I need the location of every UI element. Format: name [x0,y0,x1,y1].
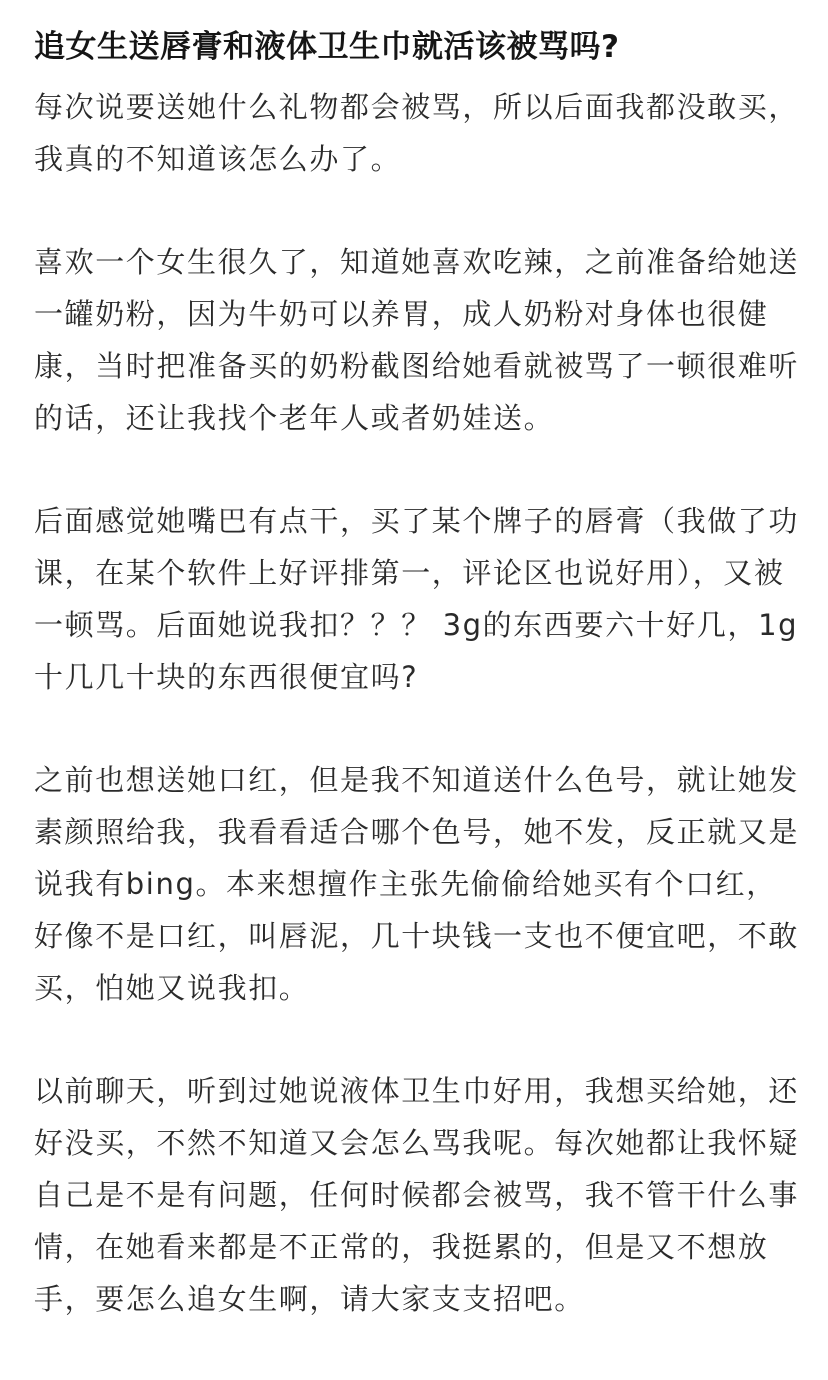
post-content [34,0,800,1325]
post-body [34,81,800,1325]
post-paragraph: 之前也想送她口红，但是我不知道送什么色号，就让她发素颜照给我，我看看适合哪个色号，她不发，反正就又是说我有bing。本来想擅作主张先偷偷给她买有个口红，好像不是口红，叫唇泥，几十块钱一支也不便宜吧，不敢买，怕她又说我扣。 [34,763,800,1005]
post-paragraph: 以前聊天，听到过她说液体卫生巾好用，我想买给她，还好没买，不然不知道又会怎么骂我呢。每次她都让我怀疑自己是不是有问题，任何时候都会被骂，我不管干什么事情，在她看来都是不正常的，我挺累的，但是又不想放手，要怎么追女生啊，请大家支支招吧。 [34,1074,800,1316]
post-paragraph: 每次说要送她什么礼物都会被骂，所以后面我都没敢买，我真的不知道该怎么办了。 [34,90,800,176]
post-title: 追女生送唇膏和液体卫生巾就活该被骂吗? [34,29,620,65]
post-paragraph: 喜欢一个女生很久了，知道她喜欢吃辣，之前准备给她送一罐奶粉，因为牛奶可以养胃，成人奶粉对身体也很健康，当时把准备买的奶粉截图给她看就被骂了一顿很难听的话，还让我找个老年人或者奶娃送。 [34,245,800,435]
post-paragraph: 后面感觉她嘴巴有点干，买了某个牌子的唇膏（我做了功课，在某个软件上好评排第一，评论区也说好用），又被一顿骂。后面她说我扣？？？ 3g的东西要六十好几，1g十几几十块的东西很便宜吗? [34,504,800,694]
